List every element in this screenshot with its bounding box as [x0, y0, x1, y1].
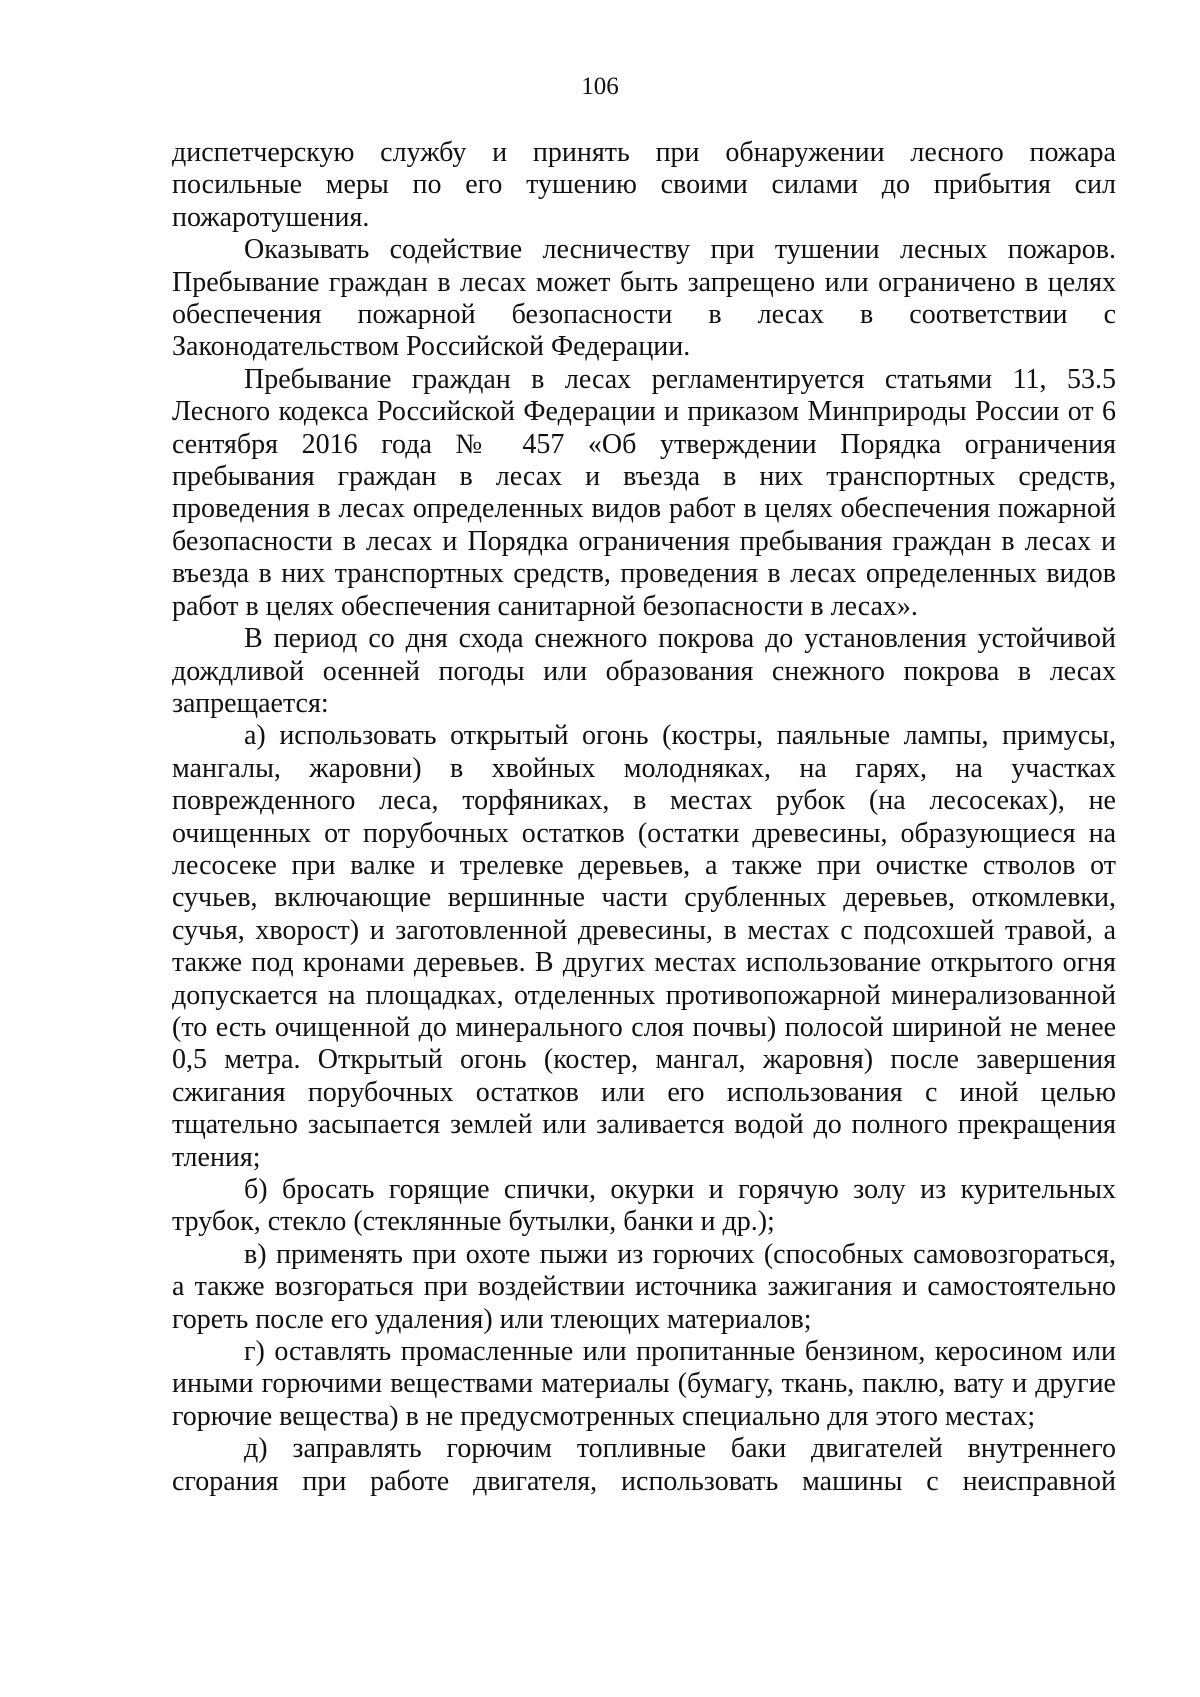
- document-body: [172, 137, 1116, 1498]
- page-number: 106: [581, 73, 619, 100]
- list-item-v-hunting-wads: в) применять при охоте пыжи из горючих (способных самовозгораться, а также возгораться при воздействии источника зажигания и самостоятельно гореть после его удаления) или тлеющих материалов;: [172, 1238, 1116, 1335]
- paragraph-assist-forestry: Оказывать содействие лесничеству при тушении лесных пожаров. Пребывание граждан в лесах может быть запрещено или ограничено в целях обеспечения пожарной безопасности в лесах в соответствии с Законодательством Российской Федерации.: [172, 234, 1116, 363]
- paragraph-dispatch-service: диспетчерскую службу и принять при обнаружении лесного пожара посильные меры по его тушению своими силами до прибытия сил пожаротушения.: [172, 137, 1116, 233]
- paragraph-prohibition-period: В период со дня схода снежного покрова до установления устойчивой дождливой осенней погоды или образования снежного покрова в лесах запрещается:: [172, 623, 1116, 719]
- list-item-a-open-fire: а) использовать открытый огонь (костры, паяльные лампы, примусы, мангалы, жаровни) в хвойных молодняках, на гарях, на участках поврежденного леса, торфяниках, в местах рубок (на лесосеках), не очищенных от порубочных остатков (остатки древесины, образующиеся на лесосеке при валке и трелевке деревьев, а также при очистке стволов от сучьев, включающие вершинные части срубленных деревьев, откомлевки, сучья, хворост) и заготовленной древесины, в местах с подсохшей травой, а также под кронами деревьев. В других местах использование открытого огня допускается на площадках, отделенных противопожарной минерализованной (то есть очищенной до минерального слоя почвы) полосой шириной не менее 0,5 метра. Открытый огонь (костер, мангал, жаровня) после завершения сжигания порубочных остатков или его использования с иной целью тщательно засыпается землей или заливается водой до полного прекращения тления;: [172, 720, 1116, 1173]
- list-item-b-matches: б) бросать горящие спички, окурки и горячую золу из курительных трубок, стекло (стеклянные бутылки, банки и др.);: [172, 1174, 1116, 1238]
- list-item-g-oily-materials: г) оставлять промасленные или пропитанные бензином, керосином или иными горючими веществами материалы (бумагу, ткань, паклю, вату и другие горючие вещества) в не предусмотренных специально для этого местах;: [172, 1336, 1116, 1432]
- paragraph-regulation: Пребывание граждан в лесах регламентируется статьями 11, 53.5 Лесного кодекса Российской Федерации и приказом Минприроды России от 6 сентября 2016 года № 457 «Об утверждении Порядка ограничения пребывания граждан в лесах и въезда в них транспортных средств, проведения в лесах определенных видов работ в целях обеспечения пожарной безопасности в лесах и Порядка ограничения пребывания граждан в лесах и въезда в них транспортных средств, проведения в лесах определенных видов работ в целях обеспечения санитарной безопасности в лесах».: [172, 363, 1116, 622]
- list-item-d-refueling: д) заправлять горючим топливные баки двигателей внутреннего сгорания при работе двигателя, использовать машины с неисправной: [172, 1433, 1116, 1497]
